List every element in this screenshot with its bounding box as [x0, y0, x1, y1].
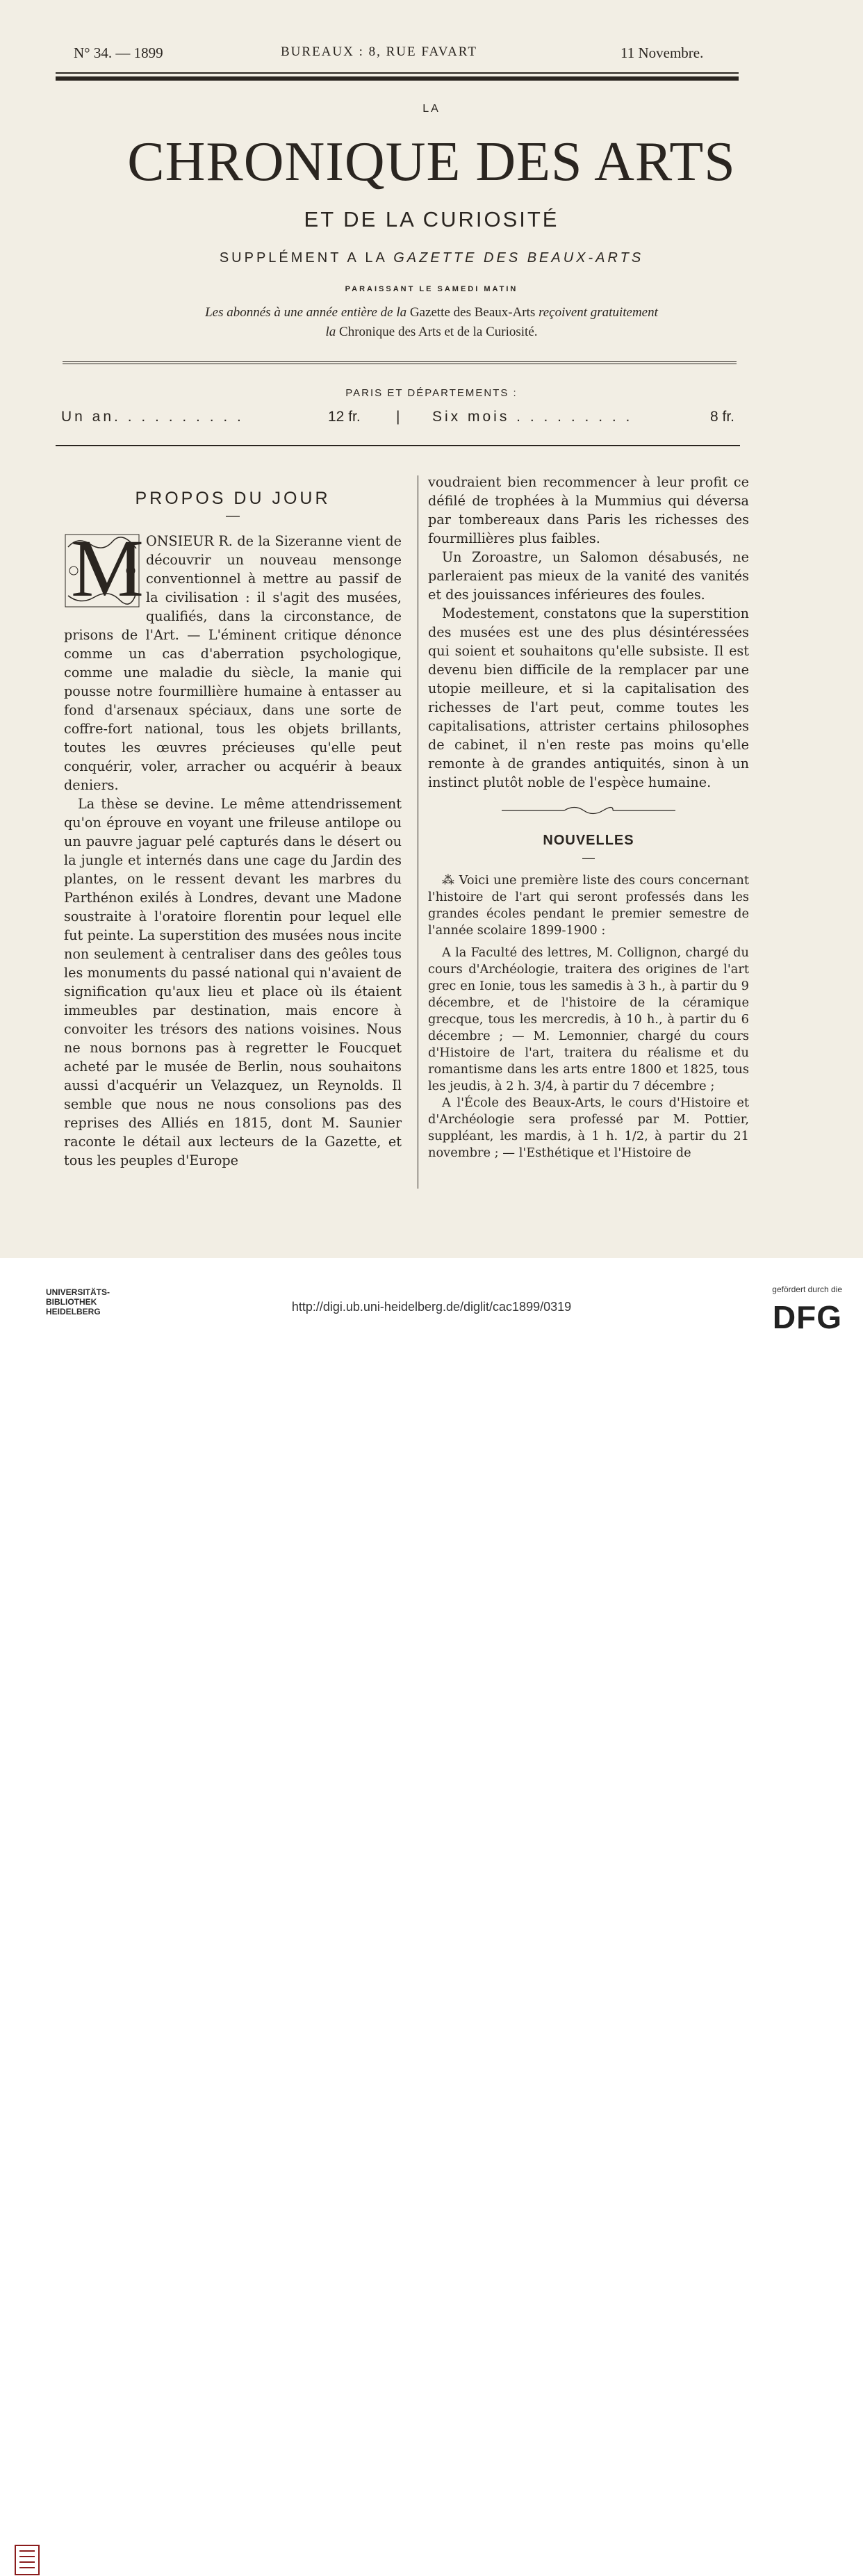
masthead-title: CHRONIQUE DES ARTS [127, 131, 736, 193]
note-italic-c: reçoivent gratuitement [539, 305, 658, 320]
library-seal-icon [14, 2544, 40, 2576]
library-line-1: UNIVERSITÄTS- [46, 1287, 110, 1297]
section-ornament [428, 801, 749, 820]
funding-note: gefördert durch die [772, 1285, 842, 1294]
paragraph-4: Un Zoroastre, un Salomon désabusés, ne parleraient pas mieux de la vanité des vanités et des jouissances inférieures des foules. [428, 549, 749, 603]
paragraph-2: La thèse se devine. Le même attendrissement qu'on éprouve en voyant une frileuse antilope ou un pauvre jaguar pelé capturés dans le désert ou la jungle et internés dans une cage du Jardin des plantes, on le ressent devant les marbres du Parthénon exilés à Londres, devant une Madone soustraite à l'oratoire florentin pour lequel elle fut peinte. La superstition des musées nous incite non seulement à centraliser dans des geôles tous les monuments du passé national qui n'avaient de signification qu'aux lieu et place où ils étaient immeubles par destination, mais encore à convoiter les trésors des nations voisines. Nous ne nous bornons pas à regretter le Foucquet acheté par le musée de Berlin, nous souhaitons aussi d'acquérir un Velazquez, un Reynolds. Il semble que nous ne nous consolions pas des reprises des Alliés en 1815, dont M. Saunier raconte le détail aux lecteurs de la Gazette, et tous les peuples d'Europe [64, 796, 402, 1168]
left-column [64, 473, 402, 1170]
paragraph-5: Modestement, constatons que la superstition des musées est une des plus désintéressées qui soient et souhaitons qu'elle subsiste. Il est devenu bien difficile de la remplacer par une utopie meilleure, et si la capitalisation des richesses de l'art peut, comme toutes les capitalisations, attrister certains philosophes de cabinet, il n'en reste pas moins qu'elle remonte à de grandes antiquités, sinon à un instinct plutôt noble de l'espèce humaine. [428, 605, 749, 790]
price-year-value: 12 fr. [328, 409, 361, 425]
price-half-value: 8 fr. [710, 409, 735, 425]
news-paragraph-2: A la Faculté des lettres, M. Collignon, chargé du cours d'Archéologie, traitera des origines de l'art grec en Ionie, tous les samedis à 3 h., à partir du 9 décembre, et de l'histoire de la céramique grecque, tous les mercredis, à 10 h., à partir du 6 décembre ; — M. Lemonnier, chargé du cours d'Histoire de l'art, traitera du réalisme et du romantisme dans les arts entre 1800 et 1825, tous les jeudis, à 2 h. 3/4, à partir du 7 décembre ; [428, 945, 749, 1093]
footer-bar [0, 1258, 863, 1339]
price-half-label: Six mois . . . . . . . . . [432, 409, 633, 425]
newspaper-page [0, 0, 863, 1258]
note-italic-la: la [325, 325, 336, 339]
library-line-3: HEIDELBERG [46, 1307, 101, 1316]
masthead-subtitle: ET DE LA CURIOSITÉ [304, 207, 559, 231]
divider-1 [63, 361, 737, 362]
note-italic-a: Les abonnés à une année entière de la [205, 305, 407, 320]
price-separator: | [396, 409, 400, 425]
ornamental-rule-icon [502, 806, 675, 815]
ornamental-initial [64, 523, 144, 614]
supplement-prefix: SUPPLÉMENT A LA [219, 250, 387, 266]
subscription-title: PARIS ET DÉPARTEMENTS : [345, 387, 518, 399]
paragraph-1: R. de la Sizeranne vient de découvrir un nouveau mensonge conventionnel à mettre au passif de la civilisation : il s'agit des musées, qualifiés, dans la circonstance, de prisons de l'Art. — L'éminent critique dénonce comme un cas d'aberration psychologique, comme une maladie du siècle, la manie qui pousse notre fourmillière humaine à entasser au fond d'arsenaux spéciaux, dans une sorte de coffre-fort national, tous les objets brillants, toutes les œuvres précieuses qu'elle peut conquérir, voler, arracher ou acquérir à beaux deniers. [64, 533, 402, 793]
divider-2 [56, 445, 740, 446]
dfg-logo: DFG [772, 1299, 842, 1335]
office-address: BUREAUX : 8, RUE FAVART [281, 44, 477, 59]
paragraph-3: voudraient bien recommencer à leur profit ce défilé de trophées à la Mummius qui déversa par tombereaux dans Paris les richesses des fourmillières plus faibles. [428, 474, 749, 546]
masthead-la: LA [422, 103, 441, 115]
issue-number: N° 34. — 1899 [74, 44, 163, 61]
nouvelles-dash: — [582, 851, 595, 865]
article-title-nouvelles: NOUVELLES [543, 833, 634, 848]
article-title-propos: PROPOS DU JOUR [135, 489, 331, 508]
publication-schedule: PARAISSANT LE SAMEDI MATIN [345, 285, 518, 293]
right-column [428, 473, 749, 1161]
dropcap-letter: M [71, 523, 144, 614]
first-word: ONSIEUR [146, 533, 214, 549]
note-chronique: Chronique des Arts et de la Curiosité. [339, 325, 538, 339]
supplement-gazette: GAZETTE DES BEAUX-ARTS [393, 250, 644, 266]
digital-url-link[interactable]: http://digi.ub.uni-heidelberg.de/diglit/cac1899/0319 [291, 1300, 572, 1314]
note-gazette: Gazette des Beaux-Arts [409, 305, 536, 320]
news-paragraph-1: ⁂ Voici une première liste des cours concernant l'histoire de l'art qui seront professés dans les grandes écoles pendant le premier semestre de l'année scolaire 1899-1900 : [428, 873, 749, 938]
header-rule-top [56, 72, 739, 74]
news-paragraph-3: A l'École des Beaux-Arts, le cours d'Histoire et d'Archéologie sera professé par M. Pottier, suppléant, les mardis, à 1 h. 1/2, à partir du 21 novembre ; — l'Esthétique et l'Histoire de [428, 1095, 749, 1160]
library-line-2: BIBLIOTHEK [46, 1297, 97, 1307]
supplement-line [0, 250, 863, 266]
price-year-label: Un an. . . . . . . . . . [61, 409, 244, 425]
header-rule-thick [56, 76, 739, 81]
issue-date: 11 Novembre. [620, 44, 704, 61]
title-dash: — [226, 508, 240, 523]
subscriber-note [0, 303, 863, 342]
